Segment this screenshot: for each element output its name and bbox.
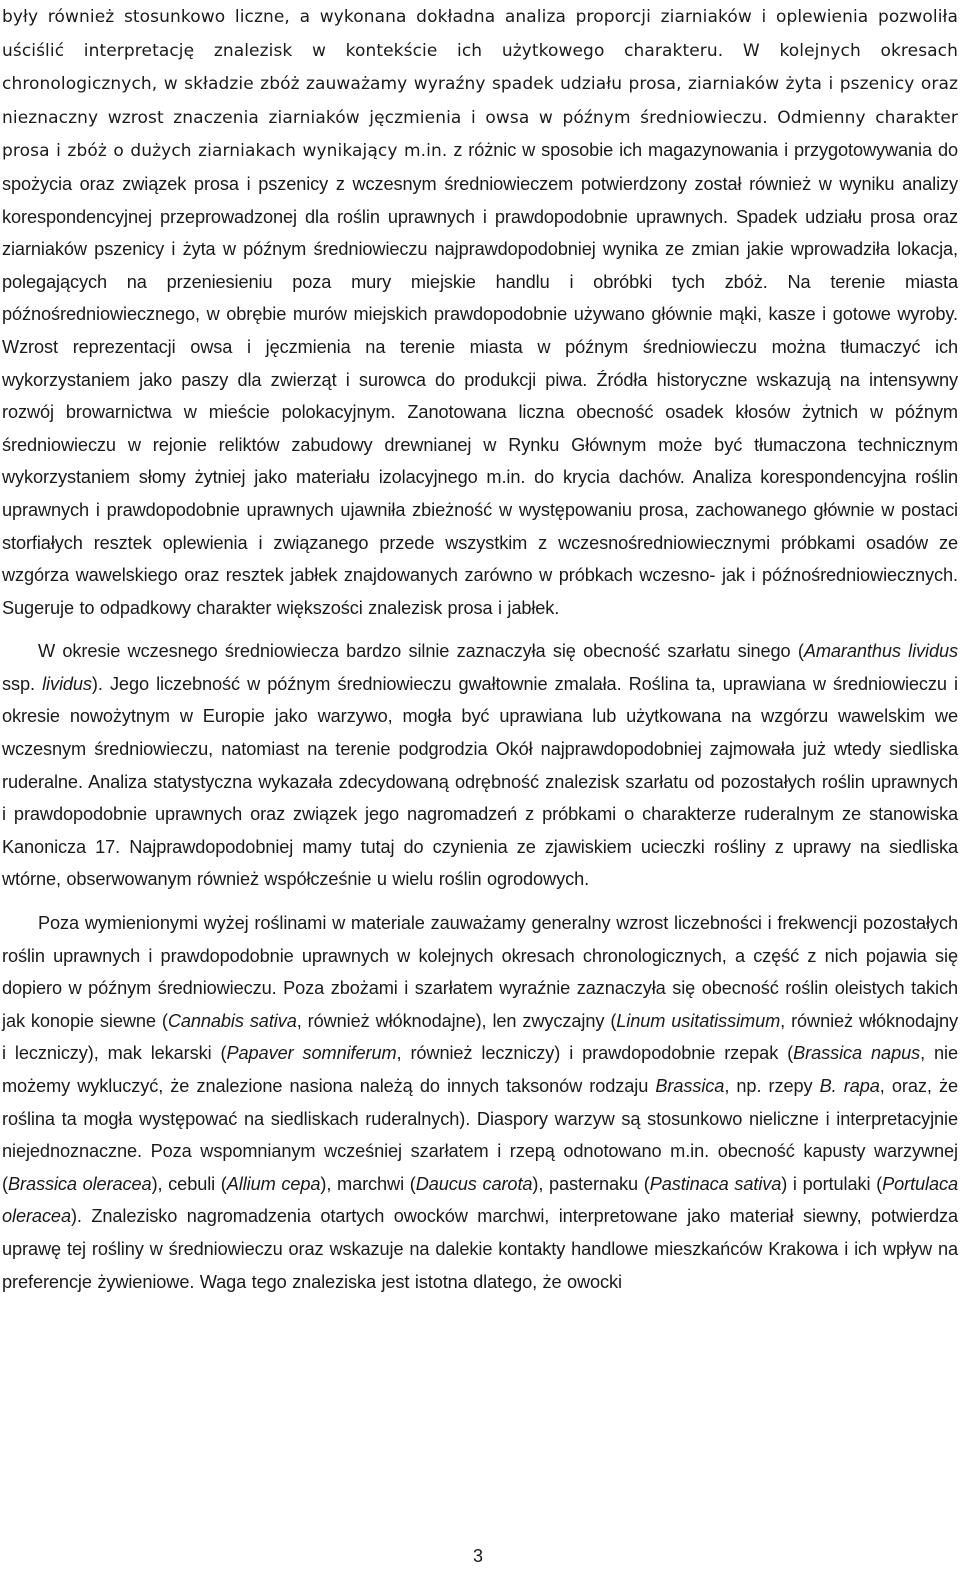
text-run: ) i portulaki (	[781, 1173, 883, 1194]
italic-species-name: Brassica oleracea	[7, 1173, 152, 1194]
italic-species-name: Daucus carota	[415, 1173, 533, 1194]
italic-species-name: Papaver somniferum	[226, 1043, 397, 1064]
italic-species-name: B. rapa	[819, 1076, 880, 1096]
paragraph	[2, 907, 958, 1298]
italic-species-name: Cannabis sativa	[167, 1010, 297, 1031]
text-run: W okresie wczesnego średniowiecza bardzo silnie zaznaczyła się obecność szarłatu sinego (	[38, 641, 804, 662]
text-run: ), cebuli (	[151, 1173, 227, 1194]
body-text	[2, 0, 958, 1298]
paragraph	[2, 635, 958, 896]
italic-species-name: Brassica napus	[793, 1043, 921, 1064]
text-run: były również stosunkowo liczne, a wykonana dokładna analiza proporcji ziarniaków i oplewienia pozwoliła uściślić interpretację znalezisk w kontekście ich użytkowego charakteru. W kolejnych okresach chronologicznych, w składzie zbóż zauważamy wyraźny spadek udziału prosa, ziarniaków żyta i pszenicy oraz nieznaczny wzrost znaczenia ziarniaków jęczmienia i owsa w późnym średniowieczu. Odmienny charakter prosa i zbóż o dużych ziarniakach wynikający m.in.	[2, 7, 958, 162]
page-number: 3	[472, 1546, 483, 1566]
italic-species-name: Pastinaca sativa	[649, 1173, 782, 1194]
text-run: , oraz, że roślina ta mogła występować na siedliskach ruderalnych). Diaspory warzyw są stosunkowo nieliczne i interpretacyjnie niejednoznaczne. Poza wspomnianym wcześniej szarłatem i rzepą odnotowano m.in. obecność kapusty warzywnej (	[2, 1076, 958, 1194]
italic-species-name: Allium cepa	[226, 1173, 321, 1194]
text-run: , np. rzepy	[724, 1076, 820, 1096]
text-run: ). Znalezisko nagromadzenia otartych owocków marchwi, interpretowane jako materiał siewny, potwierdza uprawę tej rośliny w średniowieczu oraz wskazuje na dalekie kontakty handlowe mieszkańców Krakowa i ich wpływ na preferencje żywieniowe. Waga tego znaleziska jest istotna dlatego, że owocki	[2, 1206, 958, 1292]
text-run: , również leczniczy) i prawdopodobnie rzepak (	[396, 1043, 794, 1064]
text-run: , również włóknodajne), len zwyczajny (	[296, 1010, 617, 1031]
italic-species-name: lividus	[42, 673, 92, 694]
text-run: ). Jego liczebność w późnym średniowieczu gwałtownie zmalała. Roślina ta, uprawiana w średniowieczu i okresie nowożytnym w Europie jako warzywo, mogła być uprawiana lub użytkowana na wzgórzu wawelskim we wczesnym średniowieczu, natomiast na terenie podgrodzia Okół najprawdopodobniej zajmowała już wtedy siedliska ruderalne. Analiza statystyczna wykazała zdecydowaną odrębność znalezisk szarłatu od pozostałych roślin uprawnych i prawdopodobnie uprawnych oraz związek jego nagromadzeń z próbkami o charakterze ruderalnym ze stanowiska Kanonicza 17. Najprawdopodobniej mamy tutaj do czynienia ze zjawiskiem ucieczki rośliny z uprawy na siedliska wtórne, obserwowanym również współcześnie u wielu roślin ogrodowych.	[2, 673, 958, 890]
text-run: ), marchwi (	[320, 1173, 416, 1194]
text-run: ssp.	[2, 673, 43, 694]
text-run: , nie możemy wykluczyć, że znalezione nasiona należą do innych taksonów rodzaju	[2, 1043, 958, 1096]
text-run: z różnic w sposobie ich magazynowania i przygotowywania do spożycia oraz związek prosa i pszenicy z wczesnym średniowieczem potwierdzony został również w wyniku analizy korespondencyjnej przeprowadzonej dla roślin uprawnych i prawdopodobnie uprawnych. Spadek udziału prosa oraz ziarniaków pszenicy i żyta w późnym średniowieczu najprawdopodobniej wynika ze zmian jakie wprowadziła lokacja, polegających na przeniesieniu poza mury miejskie handlu i obróbki tych zbóż. Na terenie miasta późnośredniowiecznego, w obrębie murów miejskich prawdopodobnie używano głównie mąki, kasze i gotowe wyroby. Wzrost reprezentacji owsa i jęczmienia na terenie miasta w późnym średniowieczu można tłumaczyć ich wykorzystaniem jako paszy dla zwierząt i surowca do produkcji piwa. Źródła historyczne wskazują na intensywny rozwój browarnictwa w mieście polokacyjnym. Zanotowana liczna obecność osadek kłosów żytnich w późnym średniowieczu w rejonie reliktów zabudowy drewnianej w Rynku Głównym może być tłumaczona technicznym wykorzystaniem słomy żytniej jako materiału izolacyjnego m.in. do krycia dachów. Analiza korespondencyjna roślin uprawnych i prawdopodobnie uprawnych ujawniła zbieżność w występowaniu prosa, zachowanego głównie w postaci storfiałych resztek oplewienia i związanego przede wszystkim z wczesnośredniowiecznymi próbkami osadów ze wzgórza wawelskiego oraz resztek jabłek znajdowanych zarówno w próbkach wczesno- jak i późnośredniowiecznych. Sugeruje to odpadkowy charakter większości znalezisk prosa i jabłek.	[2, 140, 958, 618]
text-run: Poza wymienionymi wyżej roślinami w materiale zauważamy generalny wzrost liczebności i frekwencji pozostałych roślin uprawnych i prawdopodobnie uprawnych w kolejnych okresach chronologicznych, a część z nich pojawia się dopiero w późnym średniowieczu. Poza zbożami i szarłatem wyraźnie zaznaczyła się obecność roślin oleistych takich jak konopie siewne (	[2, 913, 958, 1031]
text-run: , również włóknodajny i leczniczy), mak lekarski (	[2, 1010, 958, 1064]
italic-species-name: Amaranthus lividus	[803, 641, 958, 662]
italic-species-name: Brassica	[655, 1076, 725, 1096]
italic-species-name: Linum usitatissimum	[616, 1010, 781, 1031]
italic-species-name: Portulaca oleracea	[2, 1173, 959, 1227]
paragraph	[2, 0, 958, 624]
text-run: ), pasternaku (	[532, 1173, 650, 1194]
